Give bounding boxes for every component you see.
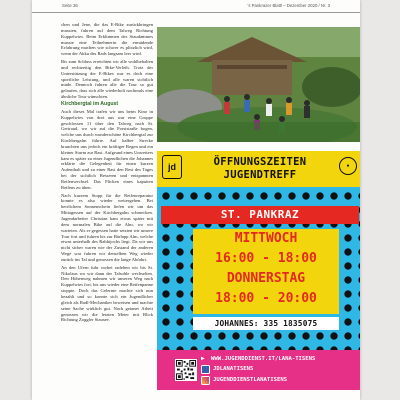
facebook-handle: JDLANATISENS (213, 366, 254, 373)
article-paragraph: An den Ufern fuhr vorbei radelten wir bis St. Nikolaus wo wir dann der Talsohle wechselten. Den Höhenweg nahmen wir unseren Weg nach Kuppelwies fort, bis uns wieder eine Reifenpanne stoppte. Doch das Gelernte machte sich nun bezahlt und so konnte sich ein Jugendlicher gleich als Radl-Mechaniker beweisen und machte seine Sache wirklich gut. Nach getaner Arbeit genossen wir die letzten Meter mit Blick Richtung Zoggler Stausee. (61, 264, 153, 323)
instagram-handle: JUGENDDIENSTLANATISENS (213, 376, 288, 383)
poster-title-line1: ÖFFNUNGSZEITEN (213, 156, 307, 168)
time-wednesday: 16:00 - 18:00 (215, 251, 317, 266)
group-photo (157, 27, 360, 142)
article-paragraph: Nach kurzem Stopp für die Reifenreparatur konnte es also wieder weitergehen. Bei herrlichem Sonnenschein liefen wir um das Mittagessen auf der Kirchbergalm schmecken. Jugendarbeiter Christian kam etwas später mit dem normalen Bike auf die Alm, wo wir warteten. Als er gegessen hatte setzten wir unsere Tour fort und fuhren bis zur Bärlapp Alm, welche etwas unterhalb des Rabbijochs liegt. Da wir uns nicht sicher waren wie der Zustand der anderen Wege war fuhren wir denselben Weg wieder zurück ins Tal und genossen die lange Abfahrt. (61, 192, 153, 262)
qr-code-icon (175, 359, 197, 381)
facebook-link[interactable] (201, 364, 359, 374)
location-banner (161, 206, 359, 224)
poster-title-line2: JUGENDTREFF (223, 168, 297, 181)
location-label: ST. PANKRAZ (220, 208, 300, 221)
contact-phone: JOHANNES: 335 1835075 (193, 317, 339, 330)
issue-label: 's Pankrazer Blattl – Dezember 2020 / Nr. 3 (247, 3, 330, 8)
group-hikers-photo-icon (157, 27, 360, 142)
opening-hours (193, 229, 339, 314)
poster-footer (157, 350, 360, 390)
page-header (32, 0, 360, 13)
qr-pattern-icon (176, 360, 196, 380)
contact-links (201, 354, 359, 385)
website-url: WWW.JUGENDDIENST.IT/LANA-TISENS (211, 356, 316, 362)
article-paragraph: chen und Jene, die das E-Bike zurückbringen mussten, fuhren auf dem Talweg Richtung Kuppelwies. Beim Erklimmen des Staudammes musste eine Teilnehmerin die ermüdende Erfahrung machen wie schwer es plötzlich wird, wenn der Akku des Rads langsam leer wird. (61, 22, 153, 57)
arrow-right-icon (201, 356, 208, 363)
article-column (61, 22, 153, 325)
poster-header (157, 151, 360, 187)
youth-club-poster (157, 151, 360, 390)
jugenddienst-logo: jd (162, 155, 182, 179)
website-link[interactable] (201, 354, 359, 364)
round-badge-icon: ● (339, 157, 357, 175)
article-paragraph: Auch dieses Mal trafen wir uns beim Kino in Kuppelwies von dort aus war eine Gruppe geschlossen 11 über den Talweg nach St. Gertraud, wo wir auf die Forststraße bogen, welche uns durch wunderschöne Kirchbergtal zur Kirchbergalm führte. Auf halber Strecke brauchten uns jedoch ein kräftiger Regen und ein kleiner Sturm zur Rast. Aufgrund eines Unwetters kam es später zu einer Jugendlichen die Johannes erklärte die Gelegenheit für einen kurzen Aufenthalt und zu einer Rast den Rest des Tages bei der sichtlich Besseren und entspannten Reifenwechsel. Das Flicken eines kaputten Reifens zu üben. (61, 108, 153, 190)
poster-title (187, 156, 333, 181)
instagram-icon (201, 376, 210, 385)
article-paragraph: Bis zum Schluss erreichten wir alle wohlbehalten und rechtzeitig den Bike-Verleih. Trotz der Unterstützung der E-Bikes war es doch eine sportliche Leistung, und alle waren sichtlich müde. Dennoch fuhren alle die Tour so gut gelaufen, dass sich alle wiederholt nochmals eine ähnliche Tour wünschten. (61, 59, 153, 100)
facebook-icon (201, 365, 210, 374)
day-wednesday: MITTWOCH (234, 231, 298, 246)
time-thursday: 18:00 - 20:00 (215, 291, 317, 306)
day-thursday: DONNERSTAG (226, 271, 306, 286)
article-subheading: Kirchbergtal im August (61, 100, 119, 107)
instagram-link[interactable] (201, 375, 359, 385)
magazine-page (32, 0, 360, 400)
page-number: Seite 36 (62, 3, 78, 8)
